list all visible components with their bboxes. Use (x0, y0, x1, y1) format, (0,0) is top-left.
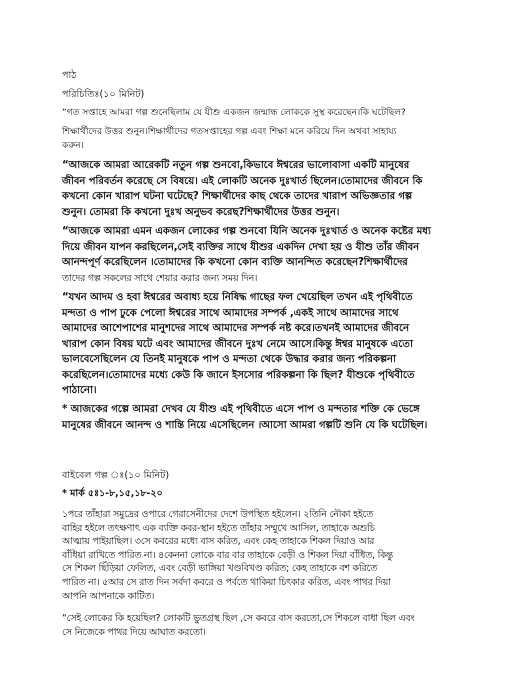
text-line: দিয়ে জীবন যাপন করছিলেন,সেই ব্যক্তির সাথে যীশুর একদিন দেখা হয় ও যীশু তাঁর জীবন (62, 241, 420, 253)
text-line: আনন্দপূর্ণ করেছিলেন ।তোমাদের কি কখনো কোন ব্যক্তি আনন্দিত করেছেন?শিক্ষার্থীদের (62, 257, 408, 268)
text-line: “আজকে আমরা এমন একজন লোকের গল্প শুনবো যিনি অনেক দুঃখার্ত ও অনেক কষ্টের মধ্য (62, 226, 431, 237)
text-line: শুনুন। তোমরা কি কখনো দুঃখ অনুভব করেছ?শিক্ষার্থীদের উত্তর শুনুন। (62, 206, 340, 218)
text-line: “আজকে আমরা আরেকটি নতুন গল্প শুনবো,কিভাবে ঈশ্বরের ভালোবাসা একটি মানুষের (62, 160, 410, 171)
text-line: “সেই লোকের কি হয়েছিল? লোকটি ভুতগ্রস্থ ছিল ,সে কবরে বাস করতো,সে শিকলে বাধা ছিল এবং (62, 613, 415, 624)
text-line: পাঠানো। (62, 385, 97, 396)
text-line: আপনি আপনাকে কাটিত। (62, 590, 155, 602)
text-line: কখনো কোন খারাপ ঘটনা ঘটেছে? শিক্ষার্থীদের কাছ থেকে তাদের খারাপ অভিজ্ঞতার গল্প (62, 191, 413, 202)
intro-time-label: পরিচিতিঃ(১০ মিনিট) (62, 89, 145, 100)
text-line: তাদের গল্প সকলের সাথে শেয়ার করার জন্য সময় দিন। (62, 272, 258, 284)
text-line: বাঁধিয়া রাখিতে পারিত না। ৪কেননা লোকে বার বার তাহাকে বেড়ী ও শিকল দিয়া বাঁধিত, কিন্তু (62, 549, 393, 561)
bible-story-time-label: বাইবেল গল্প ঃ(১০ মিনিট) (62, 470, 170, 481)
text-line: সে নিজেকে পাথর দিয়ে আঘাত করতো। (62, 626, 206, 638)
paragraph-new-story (62, 158, 494, 220)
paragraph-adam-eve (62, 290, 494, 399)
paragraph-last-week: “গত সপ্তাহে আমরা গল্প শুনেছিলাম যে যীশু একজন জন্মান্ধ লোককে সুস্থ করেছেন।কি ঘটেছিল? (62, 107, 406, 118)
text-line: মন্দতা ও পাপ ঢুকে পেলো ঈশ্বরের সাথে আমাদের সম্পর্ক ,একই সাথে আমাদের সাথে (62, 307, 399, 319)
text-line: খারাপ কোন বিষয় ঘটে এবং আমাদের জীবনে দুঃখ নেমে আসে।কিন্তু ঈশ্বর মানুষকে এতো (62, 338, 413, 350)
text-line: করুন। (62, 139, 84, 151)
text-line: আত্মায় পাইয়াছিল। ৩সে কবরের মধ্যে বাস করিত, এবং কেহ তাহাকে শিকল দিয়াও আর (62, 536, 375, 548)
paragraph-student-answers (62, 125, 494, 152)
text-line: ১পরে তাঁহারা সমুদ্রের ওপারে গেরাসেনীদের দেশে উপস্থিত হইলেন। ২তিনি নৌকা হইতে (62, 509, 374, 520)
text-line: আমাদের আশেপাশের মানুশদের সাথে আমাদের সম্পর্ক নষ্ট করে।তখনই আমাদের জীবনে (62, 323, 409, 334)
scripture-passage (62, 508, 494, 603)
text-line: “যখন আদম ও হবা ঈশ্বরের অবাধ্য হয়ে নিষিদ্ধ গাছের ফল খেয়েছিল তখন এই পৃথিবীতে (62, 292, 413, 303)
lesson-heading: পাঠ (62, 70, 77, 81)
text-line: ভালবেসেছিলেন যে তিনই মানুষকে পাপ ও মন্দতা থেকে উদ্ধার করার জন্য পরিকল্পনা (62, 354, 396, 365)
paragraph-sad-man (62, 224, 494, 286)
text-line: * আজকের গল্পে আমরা দেখব যে যীশু এই পৃথিবীতে এসে পাপ ও মন্দতার শক্তি কে ভেঙ্গে (62, 404, 420, 415)
text-line: করেছিলেন।তোমাদের মধ্যে কেউ কি জানে ইসসাের পরিকল্পনা কি ছিল? যীশুকে পৃথিবীতে (62, 369, 415, 381)
text-line: মানুষের জীবনে আনন্দ ও শান্তি নিয়ে এসেছিলেন ।আসো আমরা গল্পটি শুনি যে কি ঘটেছিল। (62, 419, 428, 431)
text-line: শিক্ষার্থীদের উত্তর শুনুন।শিক্ষার্থীদের গতসপ্তাহের গল্প এবং শিক্ষা মনে করিয়ে দিন অথবা সাহায্য (62, 126, 397, 137)
paragraph-todays-story (62, 402, 494, 433)
paragraph-what-happened (62, 612, 494, 639)
text-line: পারিত না। ৫আর সে রাত দিন সর্বদা কবরে ও পর্বতে থাকিয়া চিৎকার করিত, এবং পাথর দিয়া (62, 576, 391, 588)
text-line: জীবন পরিবর্তন করেছে সে বিষয়ে। এই লোকটি অনেক দুঃখার্ত ছিলেন।তোমাদের জীবনে কি (62, 175, 423, 187)
text-line: সে শিকল ছিঁড়িয়া ফেলিত, এবং বেড়ী ভাঙ্গিয়া খণ্ডবিখণ্ড করিত; কেহ তাহাকে বশ করিতে (62, 563, 378, 575)
text-line: বাহির হইলে তৎক্ষণাৎ এক ব্যক্তি কবর-স্থান হইতে তাঁহার সম্মুখে আসিল, তাহাকে অশুচি (62, 522, 375, 534)
scripture-reference: * মার্ক ৫ঃ১-৮,১৫,১৮-২০ (62, 488, 163, 499)
